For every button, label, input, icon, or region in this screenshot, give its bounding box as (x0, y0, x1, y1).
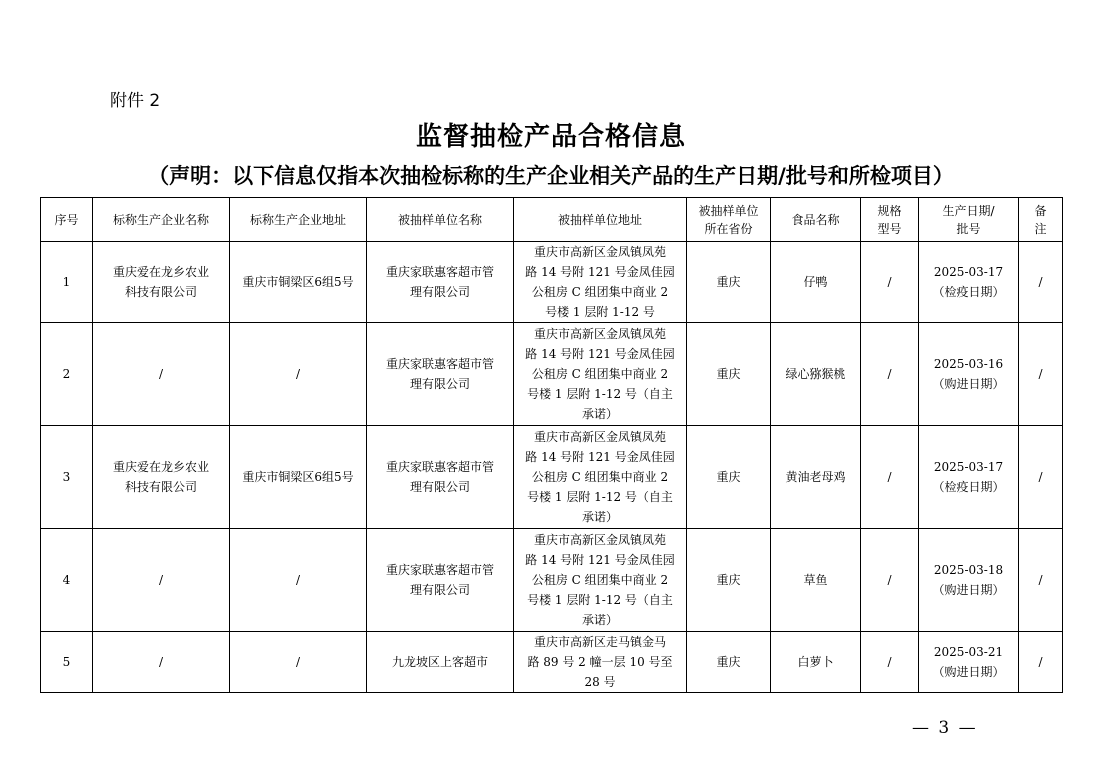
cell-sampled-unit-address: 重庆市高新区金凤镇凤苑 路 14 号附 121 号金凤佳园 公租房 C 组团集中商业 2 号楼 1 层附 1-12 号（自主 承诺） (514, 529, 687, 632)
cell-index: 5 (41, 632, 93, 693)
cell-spec: / (861, 426, 919, 529)
cell-producer-address: / (230, 323, 367, 426)
cell-sampled-unit-address: 重庆市高新区金凤镇凤苑 路 14 号附 121 号金凤佳园 公租房 C 组团集中商业 2 号楼 1 层附 1-12 号（自主 承诺） (514, 426, 687, 529)
cell-sampled-unit-address: 重庆市高新区金凤镇凤苑 路 14 号附 121 号金凤佳园 公租房 C 组团集中商业 2 号楼 1 层附 1-12 号（自主 承诺） (514, 323, 687, 426)
cell-producer-address: 重庆市铜梁区6组5号 (230, 242, 367, 323)
cell-remark: / (1019, 242, 1063, 323)
table-row (41, 426, 1063, 529)
cell-sampled-unit-address: 重庆市高新区走马镇金马 路 89 号 2 幢一层 10 号至 28 号 (514, 632, 687, 693)
header-sampled-unit-address: 被抽样单位地址 (514, 198, 687, 242)
cell-food-name: 绿心猕猴桃 (771, 323, 861, 426)
cell-spec: / (861, 323, 919, 426)
header-remark: 备 注 (1019, 198, 1063, 242)
cell-province: 重庆 (687, 426, 771, 529)
cell-province: 重庆 (687, 242, 771, 323)
header-spec: 规格 型号 (861, 198, 919, 242)
table-row (41, 323, 1063, 426)
cell-index: 3 (41, 426, 93, 529)
cell-index: 4 (41, 529, 93, 632)
header-producer-name: 标称生产企业名称 (93, 198, 230, 242)
header-index: 序号 (41, 198, 93, 242)
cell-producer-name: / (93, 529, 230, 632)
cell-food-name: 白萝卜 (771, 632, 861, 693)
cell-producer-address: / (230, 632, 367, 693)
cell-sampled-unit-name: 重庆家联惠客超市管 理有限公司 (367, 426, 514, 529)
cell-food-name: 黄油老母鸡 (771, 426, 861, 529)
cell-spec: / (861, 529, 919, 632)
attachment-label: 附件 2 (110, 91, 161, 111)
header-producer-address: 标称生产企业地址 (230, 198, 367, 242)
cell-remark: / (1019, 632, 1063, 693)
cell-index: 2 (41, 323, 93, 426)
table-row (41, 529, 1063, 632)
cell-producer-name: / (93, 632, 230, 693)
cell-producer-name: / (93, 323, 230, 426)
table-header-row (41, 198, 1063, 242)
cell-spec: / (861, 632, 919, 693)
document-subtitle: （声明：以下信息仅指本次抽检标称的生产企业相关产品的生产日期/批号和所检项目） (148, 164, 954, 188)
cell-producer-name: 重庆爱在龙乡农业 科技有限公司 (93, 242, 230, 323)
cell-food-name: 仔鸭 (771, 242, 861, 323)
cell-date-batch: 2025-03-16 （购进日期） (919, 323, 1019, 426)
cell-sampled-unit-address: 重庆市高新区金凤镇凤苑 路 14 号附 121 号金凤佳园 公租房 C 组团集中商业 2 号楼 1 层附 1-12 号 (514, 242, 687, 323)
cell-date-batch: 2025-03-18 （购进日期） (919, 529, 1019, 632)
cell-remark: / (1019, 426, 1063, 529)
cell-province: 重庆 (687, 632, 771, 693)
inspection-table (40, 197, 1063, 693)
cell-sampled-unit-name: 重庆家联惠客超市管 理有限公司 (367, 323, 514, 426)
header-date-batch: 生产日期/ 批号 (919, 198, 1019, 242)
cell-remark: / (1019, 529, 1063, 632)
page-number: — 3 — (912, 718, 978, 738)
header-province: 被抽样单位 所在省份 (687, 198, 771, 242)
cell-sampled-unit-name: 重庆家联惠客超市管 理有限公司 (367, 242, 514, 323)
cell-remark: / (1019, 323, 1063, 426)
cell-province: 重庆 (687, 323, 771, 426)
header-sampled-unit-name: 被抽样单位名称 (367, 198, 514, 242)
document-title: 监督抽检产品合格信息 (415, 122, 686, 152)
cell-date-batch: 2025-03-17 （检疫日期） (919, 242, 1019, 323)
cell-date-batch: 2025-03-21 （购进日期） (919, 632, 1019, 693)
cell-producer-address: 重庆市铜梁区6组5号 (230, 426, 367, 529)
cell-sampled-unit-name: 九龙坡区上客超市 (367, 632, 514, 693)
cell-index: 1 (41, 242, 93, 323)
table-row (41, 632, 1063, 693)
cell-sampled-unit-name: 重庆家联惠客超市管 理有限公司 (367, 529, 514, 632)
table-row (41, 242, 1063, 323)
cell-spec: / (861, 242, 919, 323)
cell-date-batch: 2025-03-17 （检疫日期） (919, 426, 1019, 529)
cell-food-name: 草鱼 (771, 529, 861, 632)
header-food-name: 食品名称 (771, 198, 861, 242)
cell-province: 重庆 (687, 529, 771, 632)
cell-producer-address: / (230, 529, 367, 632)
cell-producer-name: 重庆爱在龙乡农业 科技有限公司 (93, 426, 230, 529)
